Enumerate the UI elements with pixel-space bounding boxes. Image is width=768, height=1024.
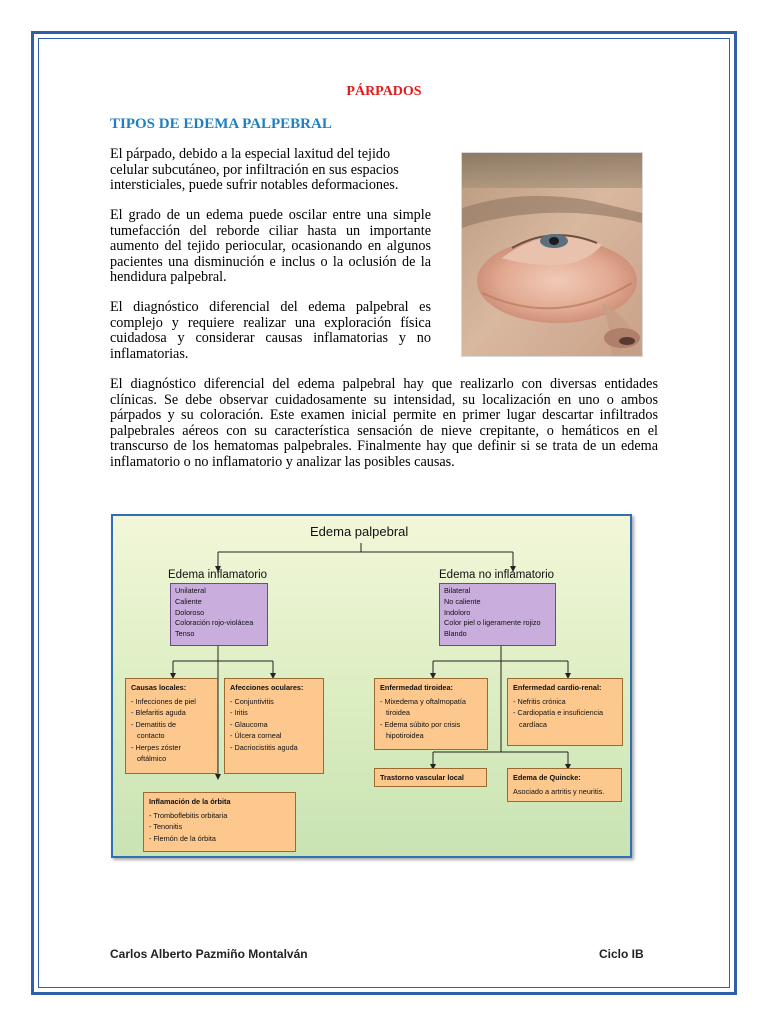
list-item: - Tromboflebitis orbitaria xyxy=(149,810,228,820)
list-item: - Edema súbito por crisis xyxy=(380,719,461,729)
list-item: - Tenonitis xyxy=(149,822,183,831)
trait-item: Indoloro xyxy=(444,607,471,617)
eyelid-edema-photo xyxy=(461,152,643,357)
list-item: - Flemón de la órbita xyxy=(149,833,216,843)
list-item: Asociado a artritis y neuritis. xyxy=(513,786,605,796)
trait-item: No caliente xyxy=(444,596,481,606)
page-title: PÁRPADOS xyxy=(346,84,422,99)
paragraph-2: El grado de un edema puede oscilar entre una simple tumefacción del reborde ciliar hasta un importante aumento del tejido periocular, ocasionando en algunos pacientes una disminución e inclus o la oclusión de la hendidura palpebral. xyxy=(110,207,431,286)
list-item: - Úlcera corneal xyxy=(230,731,282,740)
list-item: - Dematitis de xyxy=(131,719,177,729)
diagram-root-label: Edema palpebral xyxy=(310,524,409,539)
box-heading: Edema de Quincke: xyxy=(513,773,581,782)
trait-item: Unilateral xyxy=(175,586,206,595)
eyelid-edema-illustration xyxy=(462,153,642,356)
list-item: hipotiroidea xyxy=(386,731,424,740)
list-item: tiroidea xyxy=(386,708,410,717)
list-item: contacto xyxy=(137,731,165,740)
box-heading: Afecciones oculares: xyxy=(230,683,304,692)
paragraph-4: El diagnóstico diferencial del edema palpebral hay que realizarlo con diversas entidades clínicas. Se debe observar cuidadosamente su intensidad, su localización en uno o ambos párpados y su coloración. Este examen inicial permite en primer lugar descartar infiltrados palpebrales aéreos con su característica sensación de nieve crepitante, o hemáticos en el transcurso de los hematomas palpebrales. Finalmente hay que definir si se trata de un edema inflamatorio o no inflamatorio y analizar las posibles causas. xyxy=(110,376,658,470)
inflamatorio-traits-box xyxy=(170,583,268,646)
trait-item: Doloroso xyxy=(175,607,205,617)
trait-item: Bilateral xyxy=(444,586,471,595)
no-inflamatorio-title: Edema no inflamatorio xyxy=(439,569,555,581)
causas-locales-box xyxy=(125,678,218,774)
list-item: - Conjuntivitis xyxy=(230,696,274,706)
trait-item: Caliente xyxy=(175,596,202,606)
list-item: - Nefritis crónica xyxy=(513,696,566,706)
trait-item: Tenso xyxy=(175,629,195,639)
list-item: - Blefaritis aguda xyxy=(131,708,186,717)
footer-course: Ciclo IB xyxy=(599,947,644,961)
trastorno-vascular-box xyxy=(374,768,487,787)
list-item: - Mixedema y oftalmopatía xyxy=(380,696,466,706)
box-heading: Enfermedad tiroidea: xyxy=(380,683,453,692)
inflamatorio-title: Edema inflamatorio xyxy=(168,569,268,581)
list-item: - Cardiopatía e insuficiencia xyxy=(513,708,604,717)
list-item: - Iritis xyxy=(230,708,248,717)
list-item: - Dacriocistitis aguda xyxy=(230,742,298,752)
trait-item: Color piel o ligeramente rojizo xyxy=(444,618,541,628)
list-item: cardíaca xyxy=(519,719,547,729)
list-item: - Glaucoma xyxy=(230,719,268,729)
section-title: TIPOS DE EDEMA PALPEBRAL xyxy=(110,116,332,132)
trait-item: Blando xyxy=(444,629,467,639)
afecciones-oculares-box xyxy=(224,678,324,774)
no-inflamatorio-traits-box xyxy=(439,583,556,646)
edema-classification-diagram xyxy=(111,514,632,858)
list-item: oftálmico xyxy=(137,754,167,763)
box-heading: Inflamación de la órbita xyxy=(149,797,231,806)
box-heading: Trastorno vascular local xyxy=(380,773,464,782)
list-item: - Infecciones de piel xyxy=(131,696,196,706)
enfermedad-cardio-renal-box xyxy=(507,678,623,746)
paragraph-3: El diagnóstico diferencial del edema palpebral es complejo y requiere realizar una exploración física cuidadosa y considerar causas inflamatorias y no inflamatorias. xyxy=(110,299,431,362)
box-heading: Causas locales: xyxy=(131,683,187,692)
list-item: - Herpes zóster xyxy=(131,742,181,752)
enfermedad-tiroidea-box xyxy=(374,678,488,750)
inflamacion-orbita-box xyxy=(143,792,296,852)
box-heading: Enfermedad cardio-renal: xyxy=(513,683,602,692)
trait-item: Coloración rojo-violácea xyxy=(175,618,254,628)
footer-author: Carlos Alberto Pazmiño Montalván xyxy=(110,947,308,961)
edema-quincke-box xyxy=(507,768,622,802)
paragraph-1: El párpado, debido a la especial laxitud del tejido celular subcutáneo, por infiltración en sus espacios intersticiales, puede sufrir notables deformaciones. xyxy=(110,146,399,194)
